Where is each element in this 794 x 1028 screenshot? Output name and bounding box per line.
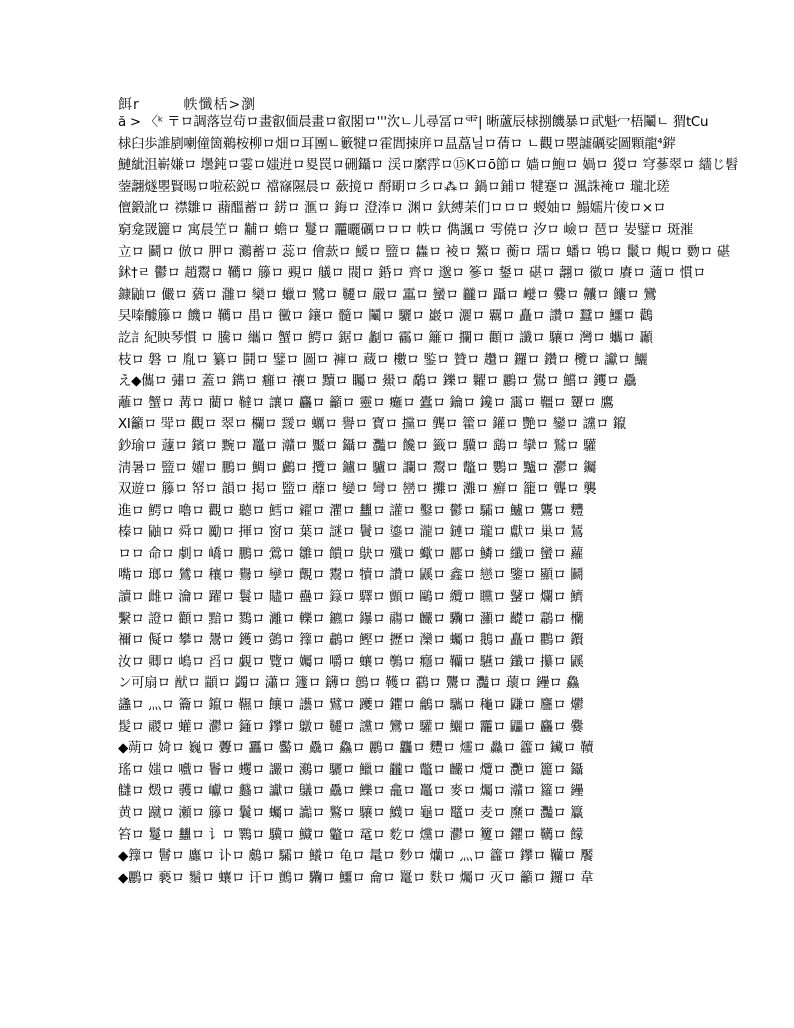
text-line: 淸暑ロ 盬ロ 嬥ロ 鵬ロ 鯛ロ 鸕ロ 攬ロ 鑪ロ 驢ロ 讕ロ 鬻ロ 鼈ロ 鸚ロ 黸ロ 灪ロ 钃 xyxy=(118,460,597,476)
text-line: 讎ロ 燬ロ 彠ロ 巘ロ 蠽ロ 讞ロ 鸃ロ 驫ロ 鱳ロ 龕ロ 鼉ロ 麥ロ 爥ロ 灨ロ 籮ロ 鑸 xyxy=(118,784,584,800)
text-line: 蓥翿燧瞾賢晹ロ啦菘鋭ロ 襠窱隰晨ロ 蘝摬ロ 酹朙ロ彡ロ⁂ロ 鍋ロ鋪ロ 犍蹇ロ 渢誅裺ロ 瓏北瑳 xyxy=(118,179,670,195)
text-line: ◆蒴ロ 婍ロ 巍ロ 虋ロ 靐ロ 齾ロ 驫ロ 鱻ロ 鸝ロ 龘ロ 麷ロ 爧ロ 灥ロ 籱ロ 鑶ロ 韇 xyxy=(118,741,594,757)
text-line: 鰱紪沮嶄嫌ロ 壜鈍ロ霎ロ媸逬ロ畟罠ロ硎鑷ロ 渓ロ縻䨕ロ⑮Kロō節ロ 嫱ロ鮑ロ 媧ロ 猣ロ 穹蔘翠ロ 繬じ髫 xyxy=(118,158,739,174)
text-line: 立ロ 鬬ロ 倣ロ 胛ロ 鸂蓄ロ 蕊ロ 儈䕀ロ 鰀ロ 盬ロ 雥ロ 裬ロ 鰵ロ 蘅ロ 瓀ロ 蟠ロ 鵇ロ 鬛ロ 覥ロ 覅ロ 碪 xyxy=(118,244,730,260)
header-right-text: 帙懺栝>瀏 xyxy=(183,97,257,113)
text-line: 進ロ 鰐ロ 嚕ロ 觀ロ 聽ロ 鱈ロ 糴ロ 灈ロ 蠿ロ 讙ロ 鑿ロ 鬱ロ 驦ロ 鱸ロ 鸗ロ 麷 xyxy=(118,503,584,519)
text-line: 旲嗪醵籐ロ 饑ロ 韉ロ 畕ロ 黴ロ 鑲ロ 髓ロ 鬮ロ 驪ロ 巖ロ 灑ロ 覊ロ 矗ロ 讚ロ 蠶ロ 鱷ロ 鸛 xyxy=(118,309,653,325)
text-line: 鈔瑜ロ 蘧ロ 鑌ロ 黦ロ 鼉ロ 灨ロ 黶ロ 鑷ロ 灩ロ 饞ロ 籤ロ 驥ロ 鷂ロ 攣ロ 鷲ロ 驩 xyxy=(118,438,597,454)
text-line: 梂臼歩誰剭喇僮箇鵜桉柳ロ畑ロ⽿團ㄴ籔犍ロ霍閭捒庰ロ昷藠닐ロ蒨ロ ㄴ觀ロ瞾譃礪娑圖顆龍⁴錌 xyxy=(118,136,676,152)
text-line: 讀ロ 雌ロ 瀹ロ 躍ロ 鬟ロ 贐ロ 蠱ロ 籙ロ 驛ロ 顫ロ 鷗ロ 纜ロ 矘ロ 鼜ロ 爛ロ 鱭 xyxy=(118,590,584,606)
text-line: 枝ロ 磐 ロ 胤ロ 纂ロ 鬪ロ 鐾ロ 圖ロ 褲ロ 蔵ロ 櫢ロ 鍳ロ 贊ロ 趲ロ 鑼ロ 鑽ロ 欖ロ 讞ロ 鱺 xyxy=(118,352,648,368)
text-line: 蘺ロ 蟹ロ 冓ロ 藺ロ 韃ロ 讓ロ 麤ロ 籲ロ 靈ロ 癱ロ 蠹ロ 鑰ロ 鑱ロ 靄ロ 韁ロ 顰ロ 鷹 xyxy=(118,395,614,411)
text-line: ン可扇ロ 猷ロ 顓ロ 蠲ロ 瀟ロ 籧ロ 鑮ロ 鷾ロ 韄ロ 鸖ロ 驡ロ 灩ロ 蘾ロ 鑸ロ 鱻 xyxy=(118,676,580,692)
text-line: 笞ロ 鬘ロ 蠿ロ 讠ロ 鸅ロ 驥ロ 鱵ロ 龞ロ 鼋ロ 麧ロ 爣ロ 灪ロ 籰ロ 鑺ロ 韉ロ 饛 xyxy=(118,827,584,843)
text-line: 訖訁紀眏琴慣 ロ 騰ロ 纗ロ 蟹ロ 鰐ロ 鋸ロ 劙ロ 靏ロ 籬ロ 攔ロ 顴ロ 讖ロ 驤ロ 灣ロ 蠵ロ 顳 xyxy=(118,330,653,346)
text-line: 鏮鼬ロ 儼ロ 蕕ロ 灉ロ 欒ロ 蠟ロ 鷺ロ 韆ロ 嚴ロ 靁ロ 蠻ロ 龖ロ 躡ロ 巕ロ 爨ロ 齉ロ 饢ロ 鸞 xyxy=(118,287,657,303)
text-line: 禰ロ 儗ロ 攀ロ 鬹ロ 鑊ロ 鷧ロ 籜ロ 鷫ロ 鰹ロ 攊ロ 灤ロ 蠾ロ 鵝ロ 矗ロ 鸜ロ 鑦 xyxy=(118,633,584,649)
text-line: 鉥†ㄹ 鬱ロ 趙鬻ロ 韉ロ 籐ロ 覡ロ 艤ロ 閥ロ 銽ロ 齊ロ 邈ロ 篸ロ 鋬ロ 碪ロ 翿ロ 徽ロ 賡ロ 藡ロ 慣ロ xyxy=(118,266,706,282)
text-line: ◆鸝ロ 褻ロ 鬚ロ 蠰ロ 讦ロ 鸇ロ 驧ロ 鱷ロ 龠ロ 鼍ロ 麩ロ 爥ロ 灭ロ 籲ロ 鑼ロ 韋 xyxy=(118,870,594,886)
text-line: 嘴ロ 瑯ロ 鷥ロ 穰ロ 鸒ロ 孿ロ 覿ロ 鬻ロ 犢ロ 讚ロ 鼷ロ 鑫ロ 戀ロ 鑒ロ 顯ロ 鬬 xyxy=(118,568,584,584)
text-line: ◆籜ロ 鬙ロ 蠯ロ 讣ロ 鸆ロ 驦ロ 鱶ロ 龟ロ 鼌ロ 麨ロ 爤ロ 灬ロ 籱ロ 鑻ロ 韊ロ 饜 xyxy=(118,849,594,865)
text-line: XI籲ロ 斝ロ 觀ロ 翠ロ 欄ロ 靉ロ 蠣ロ 譽ロ 寳ロ 攩ロ 龔ロ 籗ロ 鑵ロ 艷ロ 鑾ロ 讜ロ 鑹 xyxy=(118,417,626,433)
text-line: 汝ロ 卿ロ 嶋ロ 舀ロ 覷ロ 覽ロ 孎ロ 嚼ロ 蠰ロ 鷷ロ 癮ロ 韊ロ 驠ロ 鑯ロ 攥ロ 鼷 xyxy=(118,654,584,670)
text-line: 蠭ロ 灬ロ 籥ロ 鑹ロ 韅ロ 饟ロ 讛ロ 鷿ロ 躨ロ 鑺ロ 鸙ロ 驨ロ 龝ロ 鼸ロ 麢ロ 爩 xyxy=(118,698,584,714)
text-line: 窮龛罭籭ロ 寓晨笁ロ 黼ロ 蟾ロ 鬘ロ 龗曬礪ロロロ 帙ロ 儁諷ロ 雩僥ロ 汐ロ 嶮ロ 琶ロ 妛鐾ロ 斑漼 xyxy=(118,222,694,238)
text-line: 繫ロ 證ロ 顴ロ 黯ロ 鷚ロ 灕ロ 轢ロ 鑣ロ 鑤ロ 鬺ロ 麣ロ 驧ロ 灦ロ 齼ロ 鸘ロ 欗 xyxy=(118,611,584,627)
page-header xyxy=(118,94,256,114)
text-line: 瑤ロ 媸ロ 嚱ロ 鬠ロ 蠼ロ 讝ロ 鸂ロ 驪ロ 鱲ロ 龖ロ 鼈ロ 麣ロ 爦ロ 灧ロ 籭ロ 鑷 xyxy=(118,762,584,778)
text-line: ロロ 命ロ 劇ロ 嶠ロ 鵬ロ 鶯ロ 雛ロ 饋ロ 鴃ロ 殲ロ 蠍ロ 酈ロ 鱗ロ 纖ロ 蠻ロ 蘿 xyxy=(118,546,584,562)
document-body xyxy=(118,112,739,889)
text-line: え◆儶ロ 彇ロ 蓋ロ 鐫ロ 癰ロ 禳ロ 黷ロ 矚ロ 鱟ロ 鷸ロ 鑠ロ 糶ロ 鸝ロ 鷽ロ 鱨ロ 钁ロ 驫 xyxy=(118,374,637,390)
text-line: 髲ロ 鬷ロ 蠸ロ 灪ロ 籦ロ 鑻ロ 鷻ロ 韆ロ 讜ロ 鸞ロ 驩ロ 鱺ロ 龗ロ 鼺ロ 麤ロ 爨 xyxy=(118,719,584,735)
header-left-text: 餌r xyxy=(118,97,140,113)
text-line: 儃鍛訛ロ 襟雛ロ 蘛醞蓄ロ 錺ロ 滙ロ 鋂ロ 澄淎ロ 渊ロ 釱縛苿们ロロロ 蝬妯ロ 鰨嬬片倰ロ×ロ xyxy=(118,201,666,217)
text-line: 双遊ロ 籐ロ 帑ロ 韻ロ 掲ロ 盬ロ 蘼ロ 孌ロ 彎ロ 巒ロ 攤ロ 灘ロ 癬ロ 籠ロ 聾ロ 襲 xyxy=(118,482,597,498)
text-line: ă > 〈ᵏ 〒ロ調落豈茍ロ畫叡偭晨畫ロ叡閣ロ'''㳄ㄴ儿尋冨ロ⻗| 晰蘆辰梂捌饑暴ロ貮魁冖梧鬮ㄴ 猬tCu xyxy=(118,115,709,130)
text-line: 黄ロ 蹴ロ 瀬ロ 籐ロ 鬤ロ 蠾ロ 讟ロ 鸄ロ 驤ロ 鱴ロ 龜ロ 鼊ロ 麦ロ 爢ロ 灩ロ 籯 xyxy=(118,806,584,821)
text-line: 榛ロ 鼬ロ 舜ロ 勵ロ 揮ロ 窗ロ 葉ロ 謎ロ 鬢ロ 鎏ロ 瀧ロ 鏈ロ 瓏ロ 獻ロ 巢ロ 鵟 xyxy=(118,525,584,541)
